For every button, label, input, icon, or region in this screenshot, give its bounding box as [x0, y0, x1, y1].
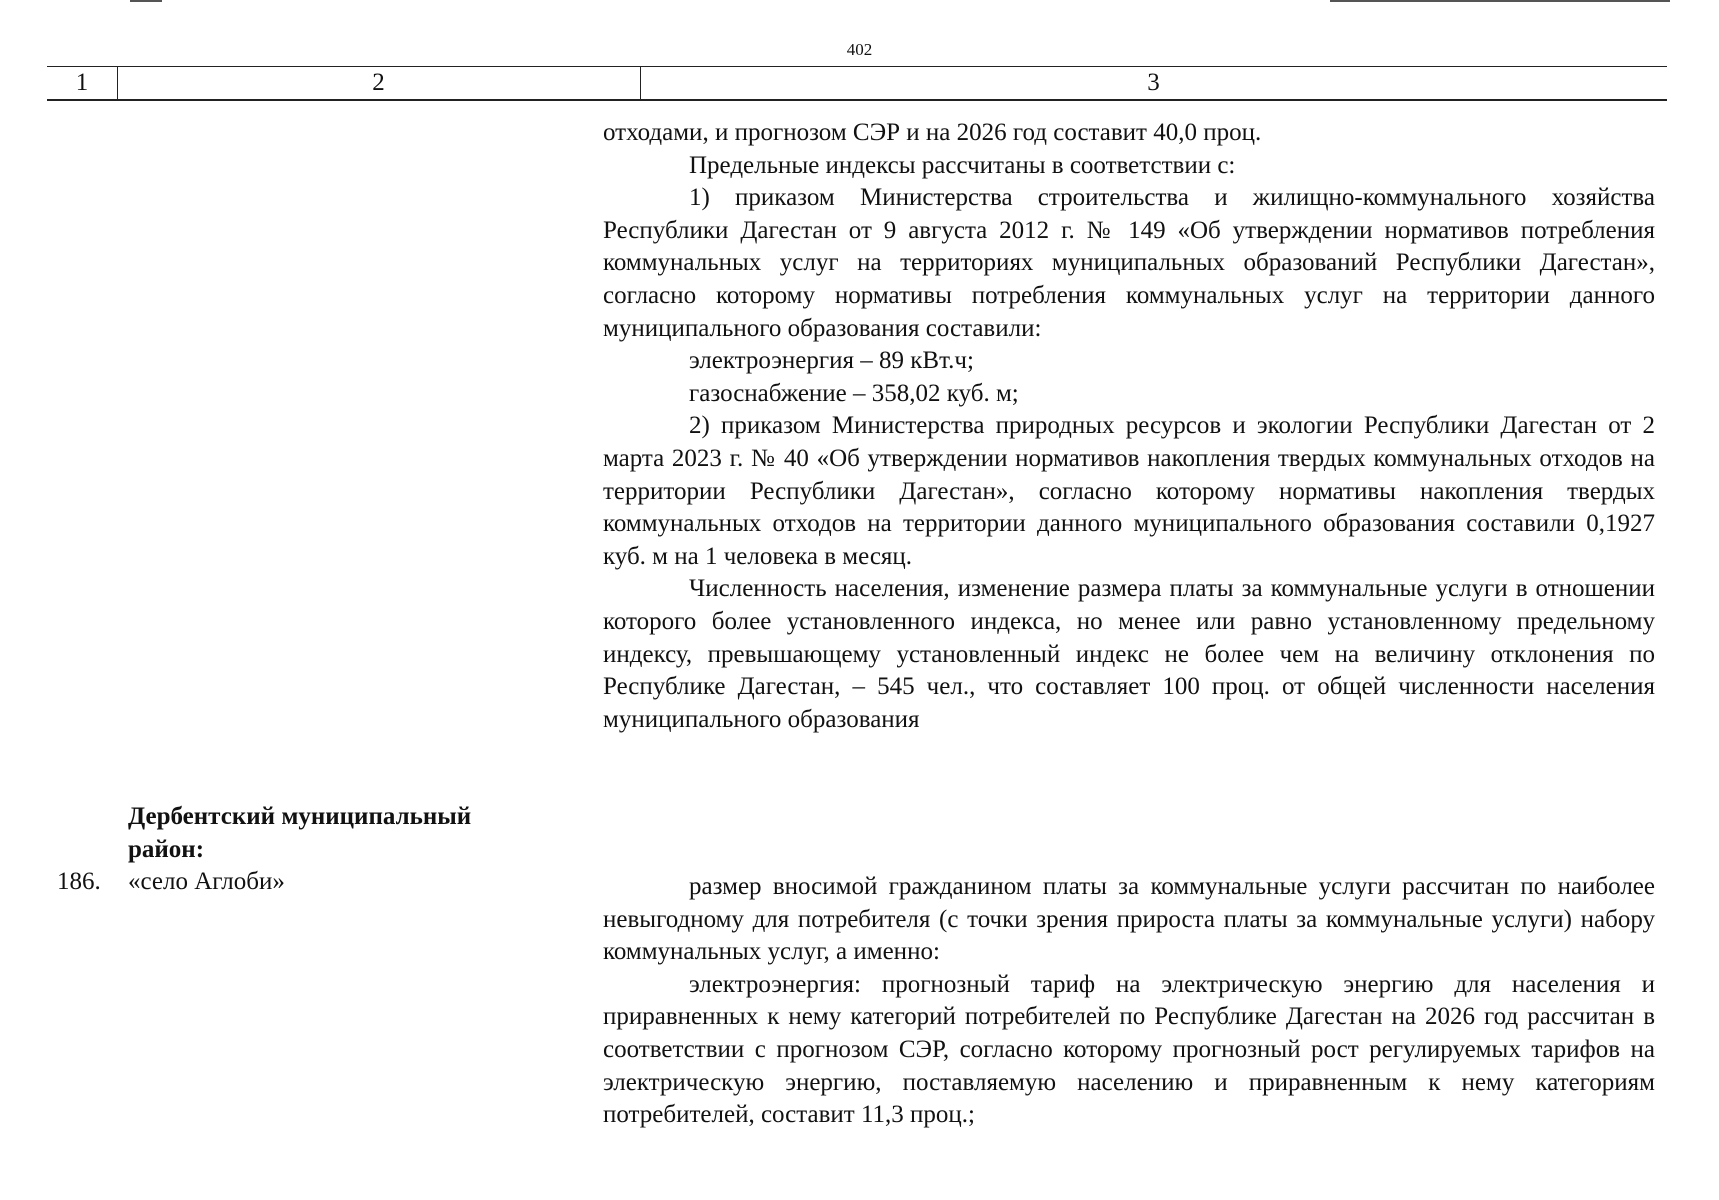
- column-header-1: 1: [75, 69, 89, 96]
- paragraph: электроэнергия: прогнозный тариф на электрическую энергию для населения и приравненных к нему категорий потребителей по Республике Дагестан на 2026 год рассчитан в соответствии с прогнозом СЭР, согласно которому прогнозный рост регулируемых тарифов на электрическую энергию, поставляемую населению и приравненным к нему категориям потребителей, составит 11,3 проц.;: [603, 970, 1655, 1129]
- column-header-3: 3: [1147, 69, 1160, 96]
- column-header-row: [47, 66, 1667, 101]
- page-number: 402: [846, 40, 873, 59]
- paragraph: 1) приказом Министерства строительства и жилищно-коммунального хозяйства Республики Дагестан от 9 августа 2012 г. № 149 «Об утверждении нормативов потребления коммунальных услуг на территориях муниципальных образований Республики Дагестан», согласно которому нормативы потребления коммунальных услуг на территории данного муниципального образования составили:: [603, 184, 1655, 342]
- paragraph: отходами, и прогнозом СЭР и на 2026 год составит 40,0 проц.: [603, 119, 1262, 146]
- paragraph: Численность населения, изменение размера платы за коммунальные услуги в отношении которого более установленного индекса, но менее или равно установленному предельному индексу, превышающему установленный индекс не более чем на величину отклонения по Республике Дагестан, – 545 чел., что составляет 100 проц. от общей численности населения муниципального образования: [603, 575, 1655, 733]
- section-heading: Дербентский муниципальный район:: [128, 803, 472, 863]
- scan-edge-left: [130, 0, 162, 2]
- list-item: газоснабжение – 358,02 куб. м;: [689, 379, 1019, 407]
- paragraph: размер вносимой гражданином платы за коммунальные услуги рассчитан по наиболее невыгодному для потребителя (с точки зрения прироста платы за коммунальные услуги) набору коммунальных услуг, а именно:: [603, 873, 1655, 966]
- row-name: «село Аглоби»: [128, 868, 285, 895]
- row-number: 186.: [57, 868, 101, 895]
- column-header-2: 2: [372, 69, 385, 96]
- scan-edge-right: [1330, 0, 1670, 2]
- bottom-text-block: [603, 871, 1655, 1132]
- paragraph: Предельные индексы рассчитаны в соответствии с:: [689, 151, 1236, 179]
- paragraph: 2) приказом Министерства природных ресурсов и экологии Республики Дагестан от 2 марта 2023 г. № 40 «Об утверждении нормативов накопления твердых коммунальных отходов на территории Республики Дагестан», согласно которому нормативы накопления твердых коммунальных отходов на территории данного муниципального образования составили 0,1927 куб. м на 1 человека в месяц.: [603, 412, 1655, 570]
- top-text-block: [603, 117, 1655, 736]
- list-item: электроэнергия – 89 кВт.ч;: [689, 347, 974, 375]
